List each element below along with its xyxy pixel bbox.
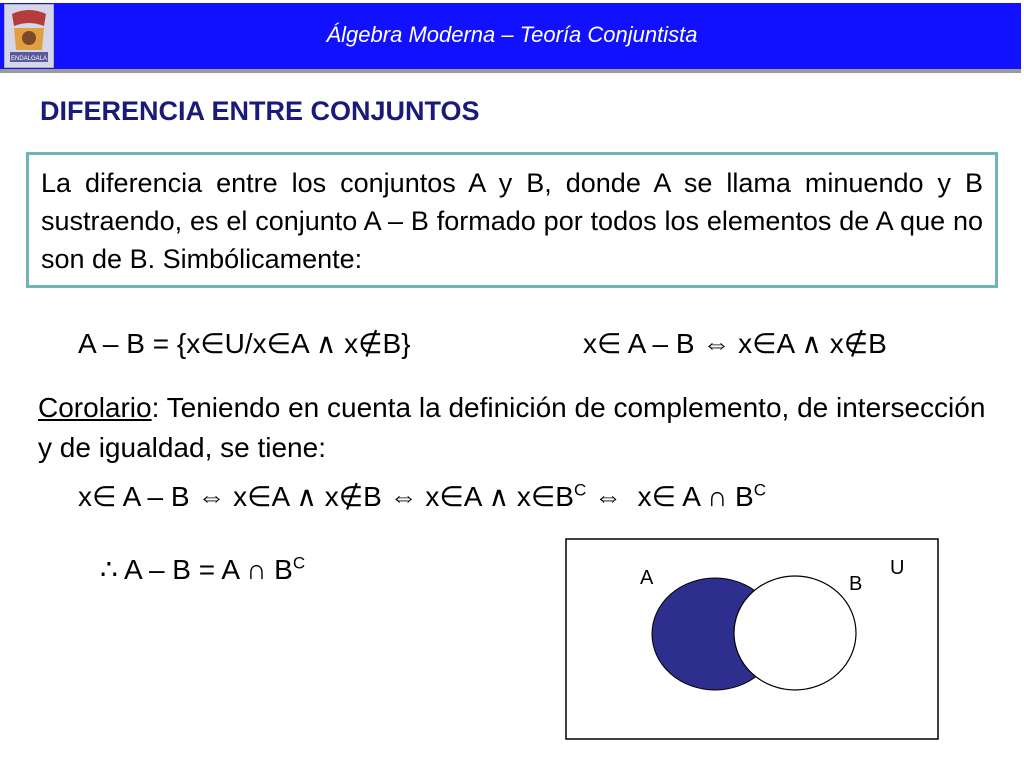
conclusion-sup: C	[292, 553, 306, 573]
slide-header	[0, 0, 1024, 74]
slide-title: DIFERENCIA ENTRE CONJUNTOS	[40, 96, 480, 126]
conclusion-formula	[100, 553, 305, 586]
definition-box	[26, 152, 998, 288]
chain-sup-2: C	[753, 480, 766, 500]
conclusion-main: ∴ A – B = A ∩ B	[100, 554, 293, 585]
set-b-label: B	[849, 573, 863, 595]
chain-sup-1: C	[573, 480, 587, 500]
chain-part-1: x∈ A – B ⇔ x∈A ∧ x∉B ⇔ x∈A ∧ x∈B	[78, 481, 574, 512]
header-title: Álgebra Moderna – Teoría Conjuntista	[326, 22, 698, 47]
chain-part-2: ⇔ x∈ A ∩ B	[586, 481, 754, 512]
equivalence-chain	[78, 480, 766, 513]
definition-text: La diferencia entre los conjuntos A y B, donde A se llama minuendo y B sustraendo, es el conjunto A – B formado por todos los elementos de A que no son de B. Simbólicamente:	[41, 168, 983, 274]
corolario-paragraph	[38, 388, 988, 468]
universe-label: U	[890, 557, 905, 579]
set-b-circle	[734, 576, 856, 690]
corolario-text: : Teniendo en cuenta la definición de complemento, de intersección y de igualdad, se tiene:	[38, 392, 986, 463]
equivalence-formula: x∈ A – B ⇔ x∈A ∧ x∉B	[583, 328, 887, 359]
logo-text: ENDALGALA	[10, 56, 48, 62]
set-a-label: A	[640, 567, 654, 589]
venn-diagram	[565, 538, 939, 740]
corolario-label: Corolario	[38, 392, 152, 423]
set-builder-formula: A – B = {x∈U/x∈A ∧ x∉B}	[78, 328, 411, 359]
